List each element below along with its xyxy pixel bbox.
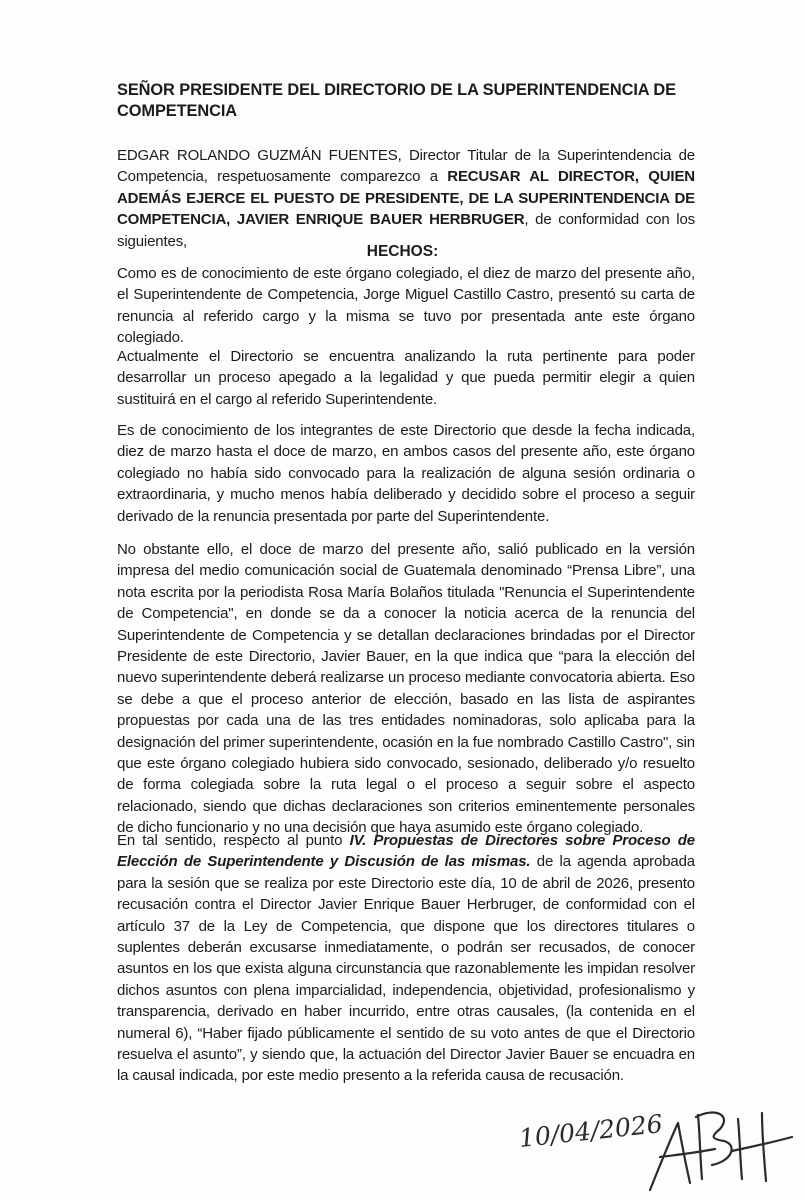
paragraph-3: Es de conocimiento de los integrantes de este Directorio que desde la fecha indicada, diez de marzo hasta el doce de marzo, en ambos casos del presente año, este órgano colegiado no había sido convocado para la realización de alguna sesión ordinaria o extraordinaria, y mucho menos había deliberado y decidido sobre el proceso a seguir derivado de la renuncia presentada por parte del Superintendente. [117,422,695,525]
paragraph-5 [117,830,695,1087]
agenda-point-emphasis: IV. Propuestas de Directores sobre Proceso de Elección de Superintendente y Discusión de las mismas. [117,832,696,871]
paragraph-4: No obstante ello, el doce de marzo del presente año, salió publicado en la versión impresa del medio comunicación social de Guatemala denominado “Prensa Libre”, una nota escrita por la periodista Rosa María Bolaños titulada "Renuncia el Superintendente de Competencia", en donde se da a conocer la noticia acerca de la renuncia del Superintendente de Competencia y se detallan declaraciones brindadas por el Director Presidente de este Directorio, Javier Bauer, en la que indica que “para la elección del nuevo superintendente deberá realizarse un proceso mediante convocatoria abierta. Eso se debe a que el proceso anterior de elección, basado en las lista de aspirantes propuestas por cada una de las tres entidades nominadoras, solo aplicaba para la designación del primer superintendente, ocasión en la fue nombrado Castillo Castro", sin que este órgano colegiado hubiera sido convocado, sesionado, deliberado y/o resuelto de forma colegiada sobre la ruta legal o el proceso a seguir sobre el aspecto relacionado, siendo que dichas declaraciones son criterios eminentemente personales de dicho funcionario y no una decisión que haya asumido este órgano colegiado. [117,541,695,837]
signature-icon [650,1113,792,1190]
intro-bold-text: RECUSAR AL DIRECTOR, QUIEN ADEMÁS EJERCE EL PUESTO DE PRESIDENTE, DE LA SUPERINTENDENCIA DE COMPETENCIA, JAVIER ENRIQUE BAUER HERBRUGER [117,168,695,229]
paragraph-2: Actualmente el Directorio se encuentra analizando la ruta pertinente para poder desarrollar un proceso apegado a la legalidad y que pueda permitir elegir a quien sustituirá en el cargo al referido Superintendente. [117,348,695,408]
intro-text-start: EDGAR ROLANDO GUZMÁN FUENTES, Director Titular de la Superintendencia de Competencia, respetuosamente comparezco a [117,147,695,186]
intro-text-end: , de conformidad con los siguientes, [117,211,695,250]
paragraph-5-body: de la agenda aprobada para la sesión que se realiza por este Directorio este día, 10 de abril de 2026, presento recusación contra el Director Javier Enrique Bauer Herbruger, de conformidad con el artículo 37 de la Ley de Competencia, que dispone que los directores titulares o suplentes deberán excusarse inmediatamente, o podrán ser recusados, de conocer asuntos en los que exista alguna circunstancia que razonablemente les impidan resolver dichos asuntos con plena imparcialidad, independencia, objetividad, profesionalismo y transparencia, derivado en haber incurrido, entre otras causales, (la contenida en el numeral 6), “Haber fijado públicamente el sentido de su voto antes de que el Directorio resuelva el asunto”, y siendo que, la actuación del Director Javier Bauer se encuadra en la causal indicada, por este medio presento a la referida causa de recusación. [117,853,695,1085]
signature-block [500,1095,800,1195]
handwritten-date: 10/04/2026 [517,1109,664,1153]
document-heading: SEÑOR PRESIDENTE DEL DIRECTORIO DE LA SUPERINTENDENCIA DE COMPETENCIA [117,81,676,120]
paragraph-5-start: En tal sentido, respecto al punto [117,832,350,849]
paragraph-1: Como es de conocimiento de este órgano colegiado, el diez de marzo del presente año, el Superintendente de Competencia, Jorge Miguel Castillo Castro, presentó su carta de renuncia al referido cargo y la misma se tuvo por presentada ante este órgano colegiado. [117,265,695,347]
section-title-hechos: HECHOS: [366,243,439,260]
handwritten-date-signature [500,1095,800,1195]
intro-paragraph [117,145,695,252]
